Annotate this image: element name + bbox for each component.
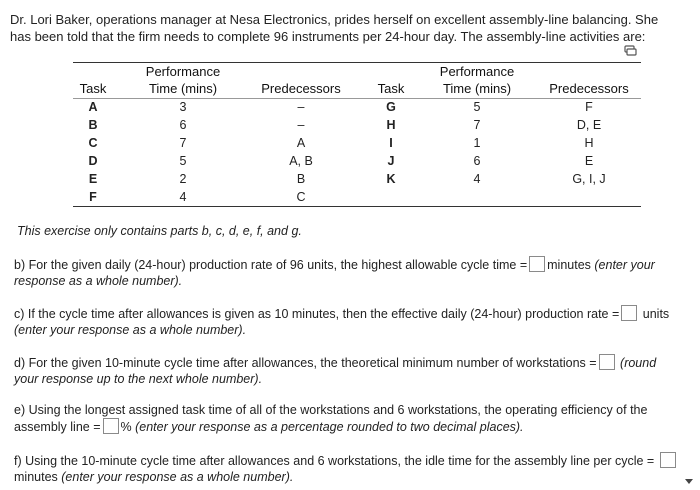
table-cell-pred: A — [296, 136, 306, 150]
table-cell-task: F — [89, 190, 97, 204]
question-e — [14, 402, 684, 435]
question-d-text: d) For the given 10-minute cycle time after allowances, the theoretical minimum number of workstations = — [14, 356, 597, 370]
question-f-text: f) Using the 10-minute cycle time after allowances and 6 workstations, the idle time for the assembly line per cycle = — [14, 454, 655, 468]
header-perf-line1-right: Performance — [439, 64, 515, 79]
question-c — [14, 305, 674, 338]
table-cell-pred: H — [584, 136, 594, 150]
question-c-unit: units — [642, 307, 670, 321]
table-cell-task: C — [88, 136, 98, 150]
table-cell-pred: – — [297, 100, 305, 114]
question-f-unit: minutes — [14, 470, 58, 484]
table-cell-time: 5 — [179, 154, 187, 168]
header-perf-line2-left: Time (mins) — [148, 81, 218, 96]
question-d-hint: (round your response up to the next whole number). — [14, 356, 657, 386]
question-c-hint: (enter your response as a whole number). — [14, 323, 247, 337]
copy-icon[interactable] — [624, 45, 637, 56]
table-cell-pred: D, E — [576, 118, 602, 132]
table-cell-time: 6 — [179, 118, 187, 132]
table-cell-time: 7 — [179, 136, 187, 150]
table-cell-time: 4 — [473, 172, 481, 186]
table-cell-pred: B — [296, 172, 306, 186]
table-cell-time: 3 — [179, 100, 187, 114]
exercise-note: This exercise only contains parts b, c, d, e, f, and g. — [17, 224, 302, 238]
table-cell-task: H — [386, 118, 396, 132]
answer-b-input[interactable] — [529, 256, 545, 272]
table-cell-task: D — [88, 154, 98, 168]
header-pred-right: Predecessors — [549, 81, 629, 96]
table-cell-task: B — [88, 118, 98, 132]
table-cell-task: I — [389, 136, 393, 150]
scroll-down-arrow-icon[interactable] — [684, 478, 694, 486]
question-d — [14, 354, 674, 387]
table-cell-pred: G, I, J — [572, 172, 606, 186]
question-b-hint: (enter your response as a whole number). — [14, 258, 655, 288]
question-e-unit: % — [120, 420, 132, 434]
question-e-hint: (enter your response as a percentage rounded to two decimal places). — [135, 420, 524, 434]
question-b-unit: minutes — [547, 258, 591, 272]
table-cell-pred: E — [584, 154, 594, 168]
answer-c-input[interactable] — [621, 305, 637, 321]
table-header-rule — [73, 98, 641, 99]
question-e-text: e) Using the longest assigned task time of all of the workstations and 6 workstations, the operating efficiency of the assembly line = — [14, 403, 648, 434]
question-b — [14, 256, 674, 289]
table-cell-task: A — [88, 100, 98, 114]
table-cell-pred: A, B — [289, 154, 313, 168]
table-cell-time: 2 — [179, 172, 187, 186]
question-f-hint: (enter your response as a whole number). — [61, 470, 294, 484]
header-task-right: Task — [377, 81, 405, 96]
header-perf-line2-right: Time (mins) — [442, 81, 512, 96]
table-cell-pred: – — [297, 118, 305, 132]
table-cell-time: 7 — [473, 118, 481, 132]
answer-f-input[interactable] — [660, 452, 676, 468]
question-b-text: b) For the given daily (24-hour) production rate of 96 units, the highest allowable cycle time = — [14, 258, 528, 272]
table-cell-task: E — [88, 172, 98, 186]
question-c-text: c) If the cycle time after allowances is given as 10 minutes, then the effective daily (24-hour) production rate = — [14, 307, 620, 321]
table-cell-time: 6 — [473, 154, 481, 168]
table-top-rule — [73, 62, 641, 63]
table-cell-task: K — [386, 172, 396, 186]
header-perf-line1-left: Performance — [145, 64, 221, 79]
table-cell-pred: C — [296, 190, 306, 204]
table-cell-task: J — [387, 154, 395, 168]
problem-intro: Dr. Lori Baker, operations manager at Nesa Electronics, prides herself on excellent assembly-line balancing. She has been told that the firm needs to complete 96 instruments per 24-hour day. The assembly-line activities are: — [10, 12, 659, 44]
table-bottom-rule — [73, 206, 641, 207]
answer-e-input[interactable] — [103, 418, 119, 434]
header-task-left: Task — [79, 81, 107, 96]
table-cell-task: G — [386, 100, 396, 114]
table-cell-pred: F — [585, 100, 593, 114]
table-cell-time: 4 — [179, 190, 187, 204]
question-f — [14, 452, 684, 485]
answer-d-input[interactable] — [599, 354, 615, 370]
table-cell-time: 1 — [473, 136, 481, 150]
header-pred-left: Predecessors — [261, 81, 341, 96]
table-cell-time: 5 — [473, 100, 481, 114]
